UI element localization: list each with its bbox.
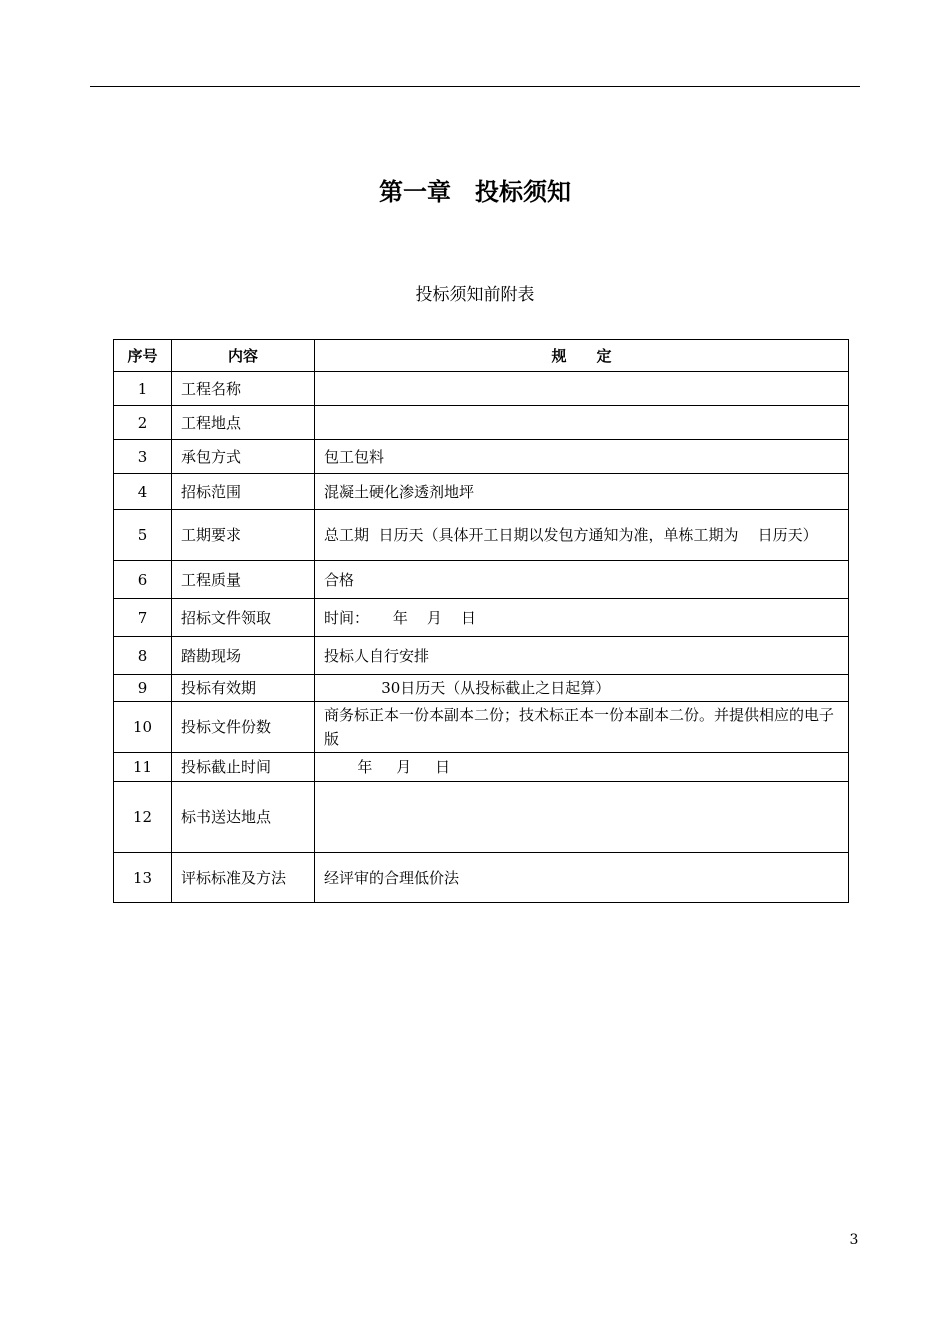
header-content: 内容 [172,340,315,372]
row-value: 投标人自行安排 [315,637,849,675]
chapter-title: 第一章 投标须知 [379,178,571,206]
row-number: 11 [114,753,172,782]
row-value: 总工期 日历天（具体开工日期以发包方通知为准，单栋工期为 日历天） [315,510,849,561]
row-value: 包工包料 [315,440,849,474]
row-item: 招标范围 [172,474,315,510]
table-row [114,406,849,440]
table-row [114,782,849,853]
row-value: 时间： 年 月 日 [315,599,849,637]
row-value [315,372,849,406]
table-row [114,599,849,637]
row-value: 经评审的合理低价法 [315,853,849,903]
row-number: 3 [114,440,172,474]
row-item: 踏勘现场 [172,637,315,675]
table-row [114,474,849,510]
row-number: 4 [114,474,172,510]
table-row [114,637,849,675]
row-number: 8 [114,637,172,675]
table-header-row [114,340,849,372]
table-row [114,561,849,599]
row-number: 12 [114,782,172,853]
row-number: 7 [114,599,172,637]
row-value: 合格 [315,561,849,599]
row-item: 工程地点 [172,406,315,440]
page-number: 3 [849,1232,859,1248]
table-row [114,372,849,406]
table-row [114,853,849,903]
row-number: 13 [114,853,172,903]
row-value: 30日历天（从投标截止之日起算） [315,675,849,702]
row-number: 10 [114,702,172,753]
row-number: 9 [114,675,172,702]
table-row [114,440,849,474]
header-rule [90,86,860,87]
row-item: 工程质量 [172,561,315,599]
table-row [114,753,849,782]
table-row [114,675,849,702]
row-number: 2 [114,406,172,440]
row-item: 工程名称 [172,372,315,406]
appendix-table [113,339,849,903]
row-value [315,406,849,440]
row-item: 工期要求 [172,510,315,561]
row-item: 投标截止时间 [172,753,315,782]
row-number: 6 [114,561,172,599]
row-item: 标书送达地点 [172,782,315,853]
row-item: 投标有效期 [172,675,315,702]
row-number: 5 [114,510,172,561]
table-row [114,702,849,753]
row-number: 1 [114,372,172,406]
row-item: 评标标准及方法 [172,853,315,903]
row-item: 招标文件领取 [172,599,315,637]
header-rule-column: 规 定 [315,340,849,372]
row-value: 商务标正本一份本副本二份；技术标正本一份本副本二份。并提供相应的电子版 [315,702,849,753]
row-item: 承包方式 [172,440,315,474]
table-title: 投标须知前附表 [415,285,535,305]
row-value: 年 月 日 [315,753,849,782]
row-item: 投标文件份数 [172,702,315,753]
row-value: 混凝土硬化渗透剂地坪 [315,474,849,510]
header-seq: 序号 [114,340,172,372]
row-value [315,782,849,853]
table-row [114,510,849,561]
